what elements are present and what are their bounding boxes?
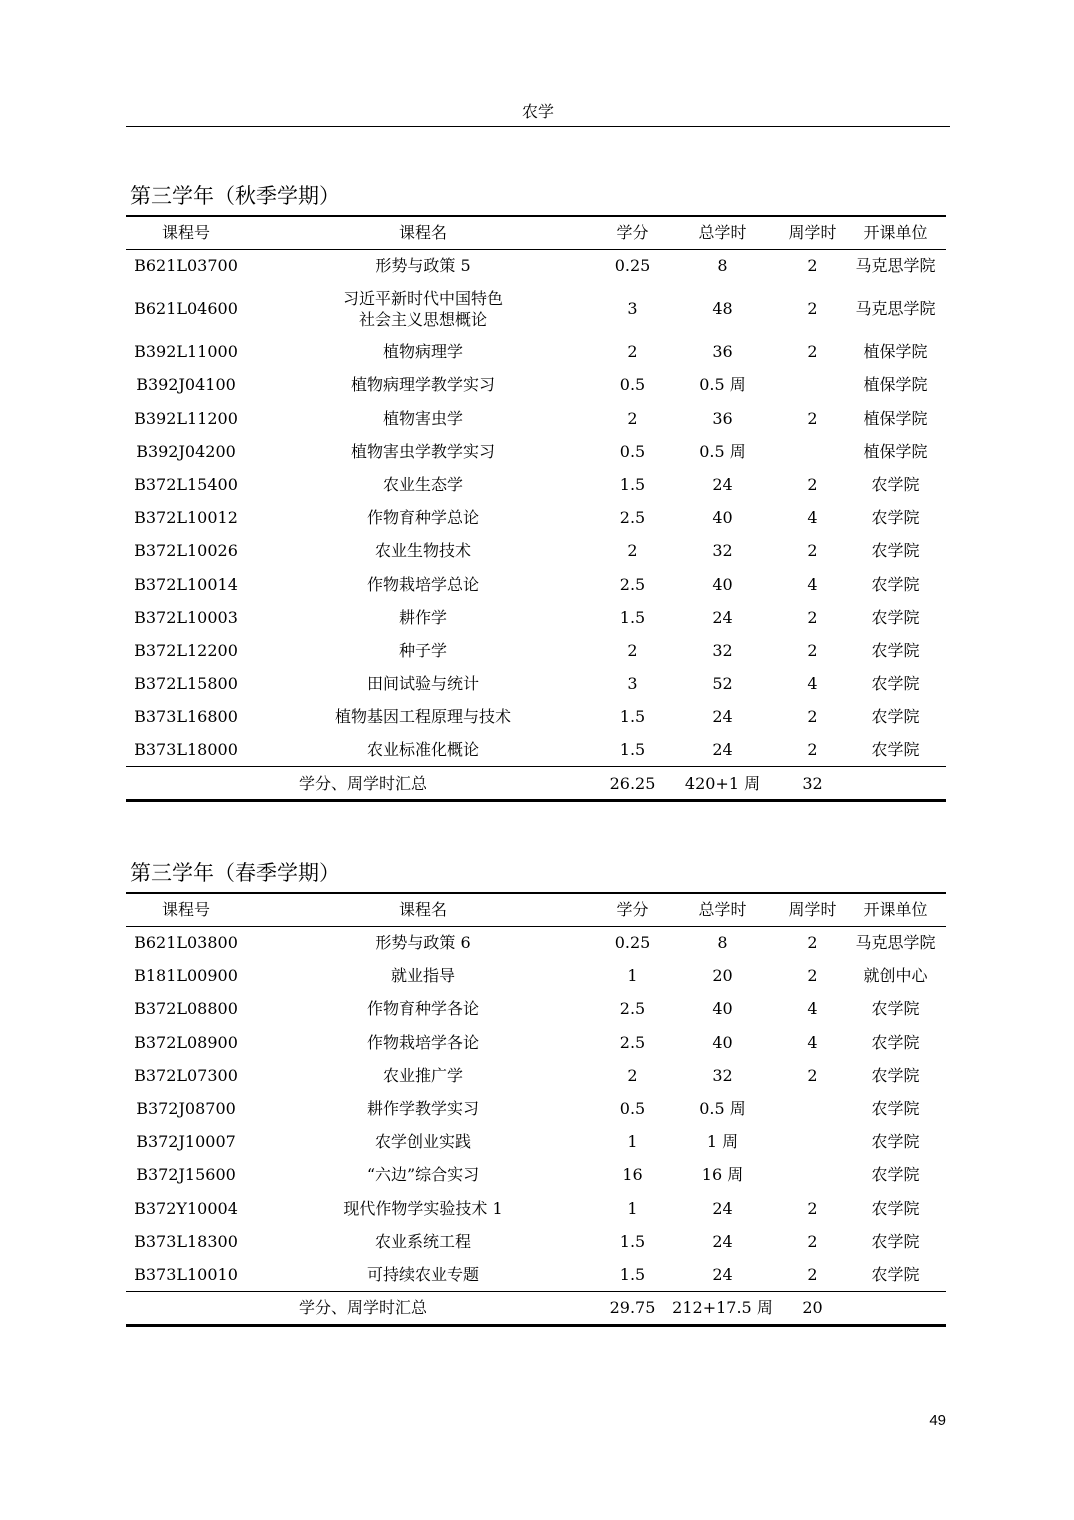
department-cell: 农学院 [871,607,920,627]
column-header-course-name: 课程名 [398,223,447,243]
course-name-cell: 种子学 [398,640,447,660]
weekly-hours-cell [780,1092,845,1125]
column-header-department: 开课单位 [863,223,928,243]
department-cell: 农学院 [871,674,920,694]
table-row [126,282,946,335]
column-header-course-code: 课程号 [161,900,210,920]
table-row [126,468,946,501]
department-cell: 马克思学院 [855,933,936,953]
weekly-hours-cell: 2 [807,475,818,495]
table-row [126,368,946,401]
department-cell: 植保学院 [863,375,928,395]
table-row [126,568,946,601]
table-header-row [126,893,946,926]
section-title-spring: 第三学年（春季学期） [130,861,340,885]
course-name-cell: 作物育种学各论 [366,999,479,1019]
table-row [126,1059,946,1092]
course-name-cell: 就业指导 [390,966,455,986]
column-header-weekly-hours: 周学时 [788,223,837,243]
weekly-hours-cell: 4 [807,574,818,594]
credits-cell: 3 [627,299,638,319]
course-code-cell: B372L08800 [134,999,238,1019]
total-hours-cell: 24 [712,475,733,495]
column-header-total-hours: 总学时 [698,223,747,243]
table-row [126,249,946,282]
table-row [126,926,946,959]
department-cell: 马克思学院 [855,256,936,276]
credits-cell: 2.5 [619,1032,646,1052]
total-hours-cell: 24 [712,1198,733,1218]
column-header-total-hours: 总学时 [698,900,747,920]
credits-cell: 2.5 [619,999,646,1019]
column-header-department: 开课单位 [863,900,928,920]
weekly-hours-cell: 4 [807,999,818,1019]
department-cell: 农学院 [871,574,920,594]
weekly-hours-cell: 4 [807,508,818,528]
credits-cell: 2.5 [619,508,646,528]
total-hours-cell: 8 [717,256,728,276]
credits-cell: 1.5 [619,1264,646,1284]
table-row [126,402,946,435]
summary-empty [845,767,946,801]
weekly-hours-cell: 2 [807,707,818,727]
course-code-cell: B372L07300 [134,1065,238,1085]
credits-cell: 1.5 [619,707,646,727]
summary-weekly-hours: 20 [802,1298,823,1318]
summary-empty [845,1291,946,1325]
weekly-hours-cell: 4 [807,1032,818,1052]
course-code-cell: B392J04200 [136,441,236,461]
weekly-hours-cell: 2 [807,408,818,428]
weekly-hours-cell [780,1125,845,1158]
table-row [126,700,946,733]
summary-total-hours: 420+1 周 [684,773,761,793]
course-code-cell: B621L04600 [134,299,238,319]
course-name-cell: 农业推广学 [382,1065,463,1085]
table-row [126,634,946,667]
summary-credits: 29.75 [609,1298,656,1318]
weekly-hours-cell: 2 [807,933,818,953]
credits-cell: 16 [622,1165,643,1185]
credits-cell: 1 [627,966,638,986]
weekly-hours-cell [780,435,845,468]
table-row [126,1258,946,1291]
course-code-cell: B372J10007 [136,1132,236,1152]
total-hours-cell: 40 [712,1032,733,1052]
course-name-cell: 耕作学 [398,607,447,627]
total-hours-cell: 36 [712,342,733,362]
course-name-cell: 农业标准化概论 [366,740,479,760]
weekly-hours-cell: 2 [807,541,818,561]
summary-label: 学分、周学时汇总 [298,773,427,793]
weekly-hours-cell: 2 [807,607,818,627]
course-name-cell: 田间试验与统计 [366,674,479,694]
course-name-cell: 习近平新时代中国特色 社会主义思想概论 [342,288,503,329]
weekly-hours-cell: 2 [807,1065,818,1085]
credits-cell: 2 [627,342,638,362]
credits-cell: 1 [627,1132,638,1152]
credits-cell: 1.5 [619,607,646,627]
course-name-cell: 植物病理学 [382,342,463,362]
table-row [126,1192,946,1225]
total-hours-cell: 24 [712,1264,733,1284]
summary-row [126,767,946,801]
course-code-cell: B372Y10004 [134,1198,238,1218]
course-name-cell: 可持续农业专题 [366,1264,479,1284]
department-cell: 农学院 [871,508,920,528]
course-code-cell: B392J04100 [136,375,236,395]
total-hours-cell: 8 [717,933,728,953]
department-cell: 农学院 [871,707,920,727]
total-hours-cell: 0.5 周 [699,1099,746,1119]
total-hours-cell: 40 [712,508,733,528]
table-row [126,335,946,368]
column-header-credits: 学分 [616,900,649,920]
table-row [126,501,946,534]
course-name-cell: 形势与政策 6 [375,933,471,953]
credits-cell: 0.5 [619,441,646,461]
department-cell: 农学院 [871,475,920,495]
course-code-cell: B181L00900 [134,966,238,986]
course-name-cell: 作物栽培学各论 [366,1032,479,1052]
credits-cell: 2 [627,408,638,428]
total-hours-cell: 0.5 周 [699,375,746,395]
course-name-cell: 作物育种学总论 [366,508,479,528]
weekly-hours-cell: 2 [807,299,818,319]
credits-cell: 3 [627,674,638,694]
total-hours-cell: 32 [712,1065,733,1085]
table-body [126,249,946,767]
table-row [126,667,946,700]
weekly-hours-cell [780,1158,845,1191]
course-name-cell: 植物害虫学 [382,408,463,428]
section-title-autumn: 第三学年（秋季学期） [130,184,340,208]
table-row [126,1092,946,1125]
department-cell: 农学院 [871,1132,920,1152]
credits-cell: 1.5 [619,475,646,495]
course-code-cell: B372L10014 [134,574,238,594]
column-header-course-code: 课程号 [161,223,210,243]
weekly-hours-cell: 2 [807,256,818,276]
department-cell: 农学院 [871,1065,920,1085]
department-cell: 马克思学院 [855,299,936,319]
credits-cell: 1.5 [619,1231,646,1251]
summary-weekly-hours: 32 [802,773,823,793]
credits-cell: 0.25 [614,256,651,276]
department-cell: 就创中心 [863,966,928,986]
course-name-cell: 耕作学教学实习 [366,1099,479,1119]
total-hours-cell: 24 [712,707,733,727]
department-cell: 农学院 [871,1198,920,1218]
table-header-row [126,216,946,249]
course-code-cell: B373L18300 [134,1231,238,1251]
department-cell: 农学院 [871,1231,920,1251]
course-name-cell: 植物基因工程原理与技术 [334,707,511,727]
department-cell: 农学院 [871,541,920,561]
column-header-course-name: 课程名 [398,900,447,920]
credits-cell: 2 [627,541,638,561]
table-row [126,435,946,468]
course-code-cell: B621L03700 [134,256,238,276]
column-header-credits: 学分 [616,223,649,243]
summary-label: 学分、周学时汇总 [298,1298,427,1318]
course-code-cell: B372L10012 [134,508,238,528]
total-hours-cell: 20 [712,966,733,986]
course-code-cell: B372J08700 [136,1099,236,1119]
weekly-hours-cell: 2 [807,740,818,760]
weekly-hours-cell: 2 [807,1264,818,1284]
course-name-cell: 农业生态学 [382,475,463,495]
total-hours-cell: 36 [712,408,733,428]
department-cell: 植保学院 [863,408,928,428]
credits-cell: 2 [627,640,638,660]
course-code-cell: B372J15600 [136,1165,236,1185]
table-row [126,1125,946,1158]
total-hours-cell: 0.5 周 [699,441,746,461]
course-code-cell: B621L03800 [134,933,238,953]
course-code-cell: B373L16800 [134,707,238,727]
course-code-cell: B372L10026 [134,541,238,561]
total-hours-cell: 32 [712,640,733,660]
total-hours-cell: 40 [712,999,733,1019]
table-row [126,1225,946,1258]
course-code-cell: B373L10010 [134,1264,238,1284]
total-hours-cell: 16 周 [701,1165,744,1185]
table-row [126,959,946,992]
course-code-cell: B392L11200 [134,408,238,428]
credits-cell: 2 [627,1065,638,1085]
credits-cell: 1.5 [619,740,646,760]
total-hours-cell: 40 [712,574,733,594]
course-code-cell: B392L11000 [134,342,238,362]
course-code-cell: B373L18000 [134,740,238,760]
course-name-cell: 形势与政策 5 [375,256,471,276]
course-code-cell: B372L12200 [134,640,238,660]
table-row [126,992,946,1025]
total-hours-cell: 24 [712,607,733,627]
department-cell: 农学院 [871,1099,920,1119]
credits-cell: 1 [627,1198,638,1218]
course-table-spring [126,892,946,1327]
table-row [126,1026,946,1059]
department-cell: 植保学院 [863,342,928,362]
summary-row [126,1291,946,1325]
summary-total-hours: 212+17.5 周 [672,1298,773,1318]
table-row [126,601,946,634]
weekly-hours-cell: 2 [807,1198,818,1218]
credits-cell: 2.5 [619,574,646,594]
department-cell: 农学院 [871,640,920,660]
weekly-hours-cell: 2 [807,342,818,362]
weekly-hours-cell: 2 [807,1231,818,1251]
course-name-cell: 农业系统工程 [374,1231,471,1251]
course-name-cell: “六边”综合实习 [366,1165,480,1185]
total-hours-cell: 24 [712,740,733,760]
department-cell: 农学院 [871,1032,920,1052]
department-cell: 植保学院 [863,441,928,461]
department-cell: 农学院 [871,1165,920,1185]
course-code-cell: B372L15400 [134,475,238,495]
total-hours-cell: 1 周 [706,1132,739,1152]
weekly-hours-cell: 2 [807,966,818,986]
department-cell: 农学院 [871,740,920,760]
weekly-hours-cell [780,368,845,401]
column-header-weekly-hours: 周学时 [788,900,837,920]
department-cell: 农学院 [871,1264,920,1284]
table-row [126,733,946,766]
course-name-cell: 现代作物学实验技术 1 [343,1198,503,1218]
course-name-cell: 植物病理学教学实习 [350,375,495,395]
course-table-autumn [126,215,946,802]
course-code-cell: B372L08900 [134,1032,238,1052]
table-row [126,1158,946,1191]
course-name-cell: 植物害虫学教学实习 [350,441,495,461]
total-hours-cell: 48 [712,299,733,319]
course-name-cell: 农学创业实践 [374,1132,471,1152]
credits-cell: 0.25 [614,933,651,953]
credits-cell: 0.5 [619,375,646,395]
course-name-cell: 作物栽培学总论 [366,574,479,594]
credits-cell: 0.5 [619,1099,646,1119]
total-hours-cell: 52 [712,674,733,694]
total-hours-cell: 32 [712,541,733,561]
table-row [126,534,946,567]
total-hours-cell: 24 [712,1231,733,1251]
summary-credits: 26.25 [609,773,656,793]
running-header: 农学 [126,100,950,127]
course-name-cell: 农业生物技术 [374,541,471,561]
course-code-cell: B372L10003 [134,607,238,627]
department-cell: 农学院 [871,999,920,1019]
weekly-hours-cell: 2 [807,640,818,660]
page-number: 49 [929,1412,946,1429]
course-code-cell: B372L15800 [134,674,238,694]
table-body [126,926,946,1291]
weekly-hours-cell: 4 [807,674,818,694]
